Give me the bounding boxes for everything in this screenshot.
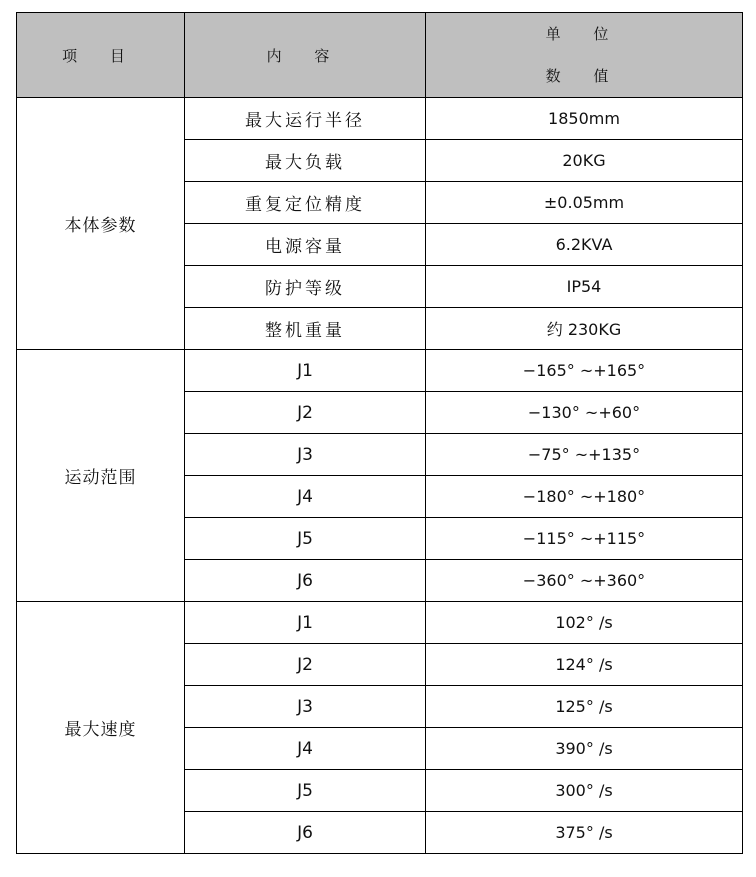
value-cell: 390° /s	[426, 728, 743, 770]
spec-table	[16, 12, 743, 854]
content-cell: J4	[185, 476, 426, 518]
value-cell: −75° ~+135°	[426, 434, 743, 476]
content-cell: 最大运行半径	[185, 98, 426, 140]
table-row	[17, 98, 743, 140]
content-cell: J5	[185, 770, 426, 812]
value-cell: −165° ~+165°	[426, 350, 743, 392]
content-cell: J4	[185, 728, 426, 770]
content-cell: 整机重量	[185, 308, 426, 350]
value-cell: IP54	[426, 266, 743, 308]
content-cell: J2	[185, 392, 426, 434]
value-cell: −130° ~+60°	[426, 392, 743, 434]
header-value-line: 数 值	[545, 67, 623, 85]
content-cell: J5	[185, 518, 426, 560]
table-row	[17, 350, 743, 392]
table-row	[17, 602, 743, 644]
value-cell: 6.2KVA	[426, 224, 743, 266]
header-unit-value	[426, 13, 743, 98]
content-cell: J2	[185, 644, 426, 686]
value-cell: 125° /s	[426, 686, 743, 728]
value-cell: 20KG	[426, 140, 743, 182]
content-cell: J6	[185, 812, 426, 854]
value-cell: 375° /s	[426, 812, 743, 854]
category-cell: 最大速度	[17, 602, 185, 854]
value-cell: ±0.05mm	[426, 182, 743, 224]
content-cell: 电源容量	[185, 224, 426, 266]
content-cell: J6	[185, 560, 426, 602]
category-cell: 运动范围	[17, 350, 185, 602]
header-item: 项 目	[17, 13, 185, 98]
value-cell: 102° /s	[426, 602, 743, 644]
value-cell: 约 230KG	[426, 308, 743, 350]
content-cell: 重复定位精度	[185, 182, 426, 224]
category-cell: 本体参数	[17, 98, 185, 350]
content-cell: J3	[185, 434, 426, 476]
value-cell: 124° /s	[426, 644, 743, 686]
value-cell: −360° ~+360°	[426, 560, 743, 602]
content-cell: 最大负载	[185, 140, 426, 182]
value-cell: 300° /s	[426, 770, 743, 812]
value-cell: 1850mm	[426, 98, 743, 140]
header-content: 内 容	[185, 13, 426, 98]
content-cell: J3	[185, 686, 426, 728]
content-cell: 防护等级	[185, 266, 426, 308]
value-cell: −180° ~+180°	[426, 476, 743, 518]
header-row	[17, 13, 743, 98]
header-unit-line: 单 位	[545, 25, 623, 43]
content-cell: J1	[185, 350, 426, 392]
value-cell: −115° ~+115°	[426, 518, 743, 560]
content-cell: J1	[185, 602, 426, 644]
